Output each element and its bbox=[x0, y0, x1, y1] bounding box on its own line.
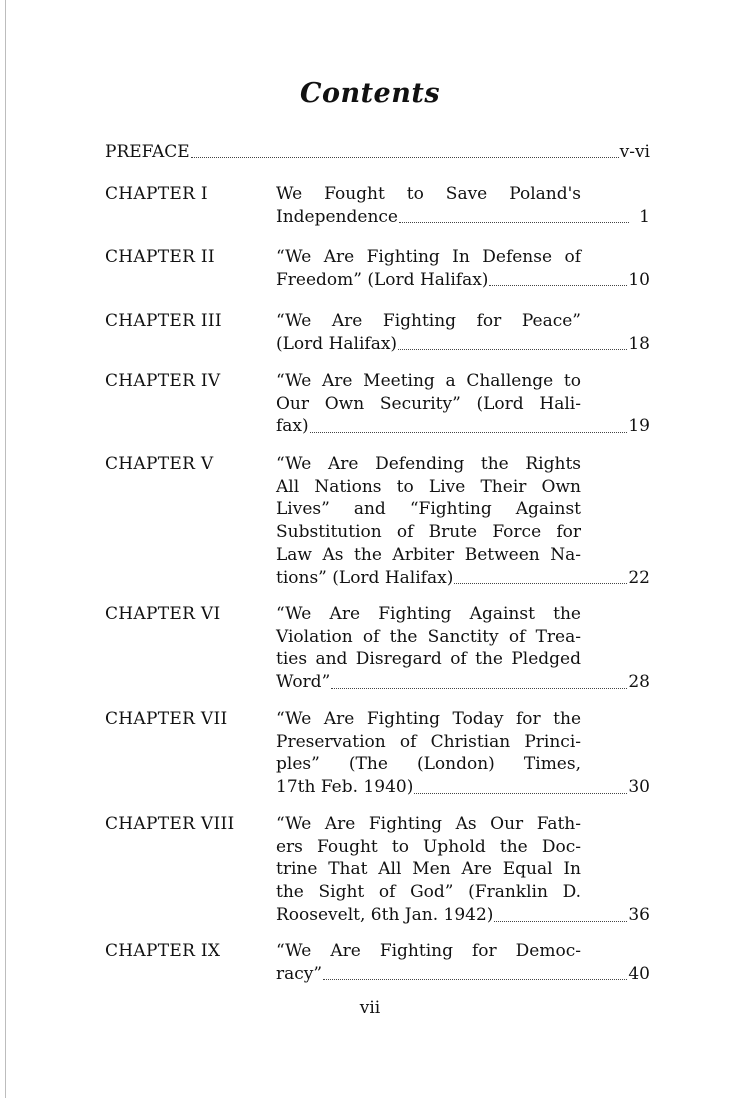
leader-dots bbox=[489, 284, 627, 286]
chapter-page-number: 28 bbox=[628, 672, 650, 693]
chapter-title-line: ers Fought to Uphold the Doc- bbox=[276, 836, 581, 857]
chapter-page-number: 10 bbox=[628, 269, 650, 290]
chapter-title bbox=[276, 183, 650, 228]
chapter-title-line: the Sight of God” (Franklin D. bbox=[276, 882, 581, 903]
chapter-title bbox=[276, 310, 650, 355]
chapter-title-line: Freedom” (Lord Halifax) bbox=[276, 269, 489, 290]
chapter-title-line: Violation of the Sanctity of Trea- bbox=[276, 626, 581, 647]
chapter-title-last-line bbox=[276, 269, 650, 292]
chapter-title bbox=[276, 246, 650, 291]
chapter-title-line: Word” bbox=[276, 672, 331, 693]
chapter-title-line: “We Are Fighting for Democ- bbox=[276, 941, 581, 961]
chapter-title bbox=[276, 453, 650, 589]
chapter-title-last-line bbox=[276, 671, 650, 694]
chapter-label: CHAPTER I bbox=[105, 184, 208, 204]
chapter-title-line: All Nations to Live Their Own bbox=[276, 476, 581, 497]
chapter-title-line: “We Are Fighting Against the bbox=[276, 604, 581, 624]
page-title: Contents bbox=[299, 78, 441, 109]
chapter-page-number: 18 bbox=[628, 333, 650, 354]
chapter-title-line: racy” bbox=[276, 963, 323, 984]
leader-dots bbox=[191, 156, 619, 158]
chapter-label: CHAPTER III bbox=[105, 311, 222, 331]
chapter-title-line: “We Are Defending the Rights bbox=[276, 454, 581, 474]
chapter-title-line: (Lord Halifax) bbox=[276, 333, 398, 354]
chapter-title-line: tions” (Lord Halifax) bbox=[276, 567, 454, 588]
chapter-title-line: “We Are Fighting In Defense of bbox=[276, 247, 581, 267]
chapter-title-line: ples” (The (London) Times, bbox=[276, 754, 581, 775]
chapter-title-line: fax) bbox=[276, 416, 309, 437]
chapter-label: CHAPTER IX bbox=[105, 941, 221, 961]
leader-dots bbox=[454, 582, 627, 584]
chapter-title bbox=[276, 813, 650, 927]
leader-dots bbox=[414, 792, 627, 794]
chapter-title-line: Roosevelt, 6th Jan. 1942) bbox=[276, 904, 494, 925]
leader-dots bbox=[323, 978, 627, 980]
leader-dots bbox=[310, 431, 628, 433]
chapter-title-line: “We Are Fighting for Peace” bbox=[276, 311, 581, 331]
chapter-title bbox=[276, 370, 650, 438]
chapter-title-line: ties and Disregard of the Pledged bbox=[276, 649, 581, 670]
chapter-title-last-line bbox=[276, 333, 650, 356]
chapter-title-last-line bbox=[276, 415, 650, 438]
chapter-label: CHAPTER IV bbox=[105, 371, 221, 391]
leader-dots bbox=[399, 221, 629, 223]
chapter-title-last-line bbox=[276, 776, 650, 799]
chapter-page-number: 30 bbox=[628, 777, 650, 798]
toc-entry-preface bbox=[105, 141, 650, 163]
chapter-title-line: Our Own Security” (Lord Hali- bbox=[276, 393, 581, 414]
chapter-label: CHAPTER V bbox=[105, 454, 214, 474]
chapter-title-line: “We Are Fighting Today for the bbox=[276, 709, 581, 729]
chapter-label: CHAPTER VII bbox=[105, 709, 228, 729]
chapter-page-number: 19 bbox=[628, 416, 650, 437]
chapter-title-line: “We Are Meeting a Challenge to bbox=[276, 371, 581, 391]
chapter-title-line: We Fought to Save Poland's bbox=[276, 184, 581, 204]
preface-label: PREFACE bbox=[105, 142, 190, 162]
leader-dots bbox=[398, 348, 627, 350]
chapter-title-last-line bbox=[276, 567, 650, 590]
chapter-title-last-line bbox=[276, 206, 650, 229]
chapter-title-line: Law As the Arbiter Between Na- bbox=[276, 544, 581, 565]
chapter-title bbox=[276, 708, 650, 799]
chapter-page-number: 40 bbox=[628, 963, 650, 984]
leader-dots bbox=[494, 920, 627, 922]
chapter-title-line: Independence bbox=[276, 206, 398, 227]
chapter-page-number: 36 bbox=[628, 904, 650, 925]
chapter-page-number: 22 bbox=[628, 567, 650, 588]
preface-page: v-vi bbox=[619, 142, 650, 162]
chapter-title-line: 17th Feb. 1940) bbox=[276, 777, 414, 798]
chapter-title-line: Preservation of Christian Princi- bbox=[276, 731, 581, 752]
chapter-label: CHAPTER VIII bbox=[105, 814, 235, 834]
leader-dots bbox=[331, 687, 627, 689]
chapter-title-line: Substitution of Brute Force for bbox=[276, 522, 581, 543]
chapter-title-line: Lives” and “Fighting Against bbox=[276, 499, 581, 520]
chapter-title-line: trine That All Men Are Equal In bbox=[276, 859, 581, 880]
chapter-label: CHAPTER II bbox=[105, 247, 215, 267]
chapter-title bbox=[276, 940, 650, 985]
page-edge-line bbox=[5, 0, 6, 1098]
chapter-page-number: 1 bbox=[639, 206, 650, 227]
chapter-title-line: “We Are Fighting As Our Fath- bbox=[276, 814, 581, 834]
chapter-title-last-line bbox=[276, 904, 650, 927]
chapter-title bbox=[276, 603, 650, 694]
page-number-footer: vii bbox=[359, 998, 381, 1018]
chapter-title-last-line bbox=[276, 963, 650, 986]
chapter-label: CHAPTER VI bbox=[105, 604, 221, 624]
